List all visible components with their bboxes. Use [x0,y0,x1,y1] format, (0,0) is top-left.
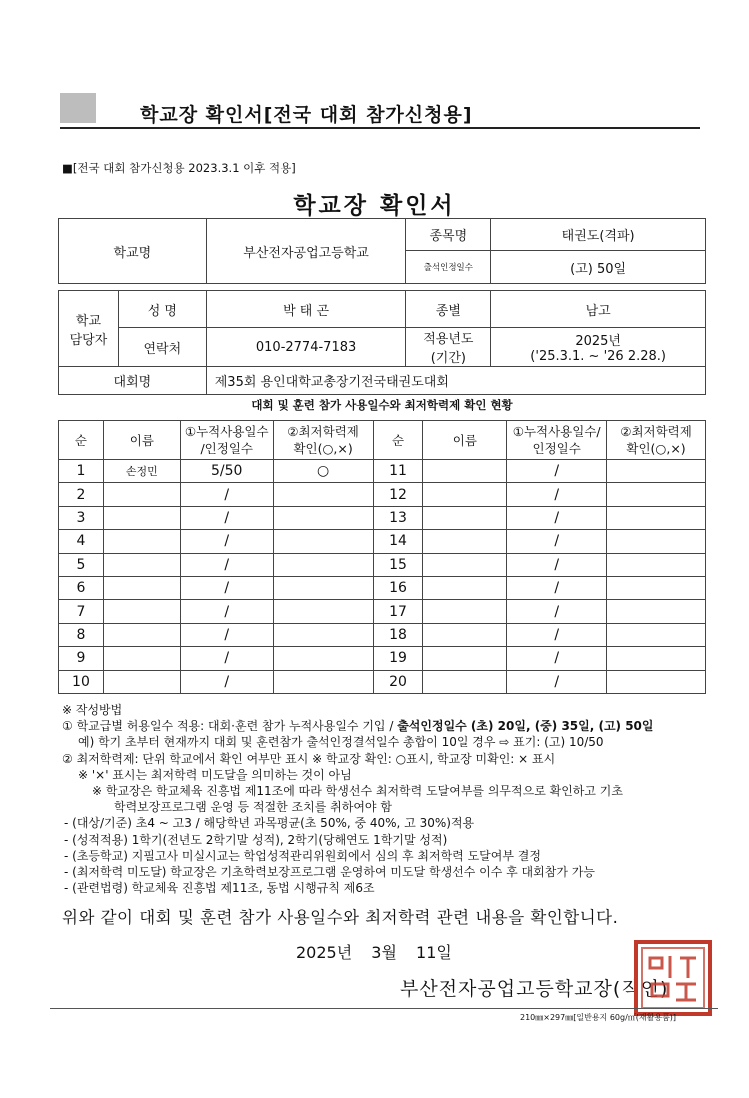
row-check [607,483,706,506]
manager-label: 학교 담당자 [59,291,119,367]
name-value: 박 태 곤 [206,291,406,328]
row-name [103,530,180,553]
table-row [59,506,706,529]
row-no: 7 [59,600,104,623]
row-check [273,670,373,693]
row-no: 15 [373,553,423,576]
school-value: 부산전자공업고등학교 [206,219,406,284]
row-days: / [507,576,607,599]
notes-heading: ※ 작성방법 [62,703,123,717]
year-value: 2025년 ('25.3.1. ~ '26 2.28.) [491,328,706,367]
row-days: 5/50 [180,460,273,483]
gender-value: 남고 [491,291,706,328]
row-check [273,576,373,599]
row-check [607,530,706,553]
paper-spec: 210㎜×297㎜[일반용지 60g/㎡(재활용품)] [520,1013,677,1022]
note-item-4: ※ 학교장은 학교체육 진흥법 제11조에 따라 학생선수 최저학력 도달여부를 의무적으로 확인하고 기초 [92,784,623,799]
row-no: 12 [373,483,423,506]
attendance-value: (고) 50일 [491,251,706,284]
contact-label: 연락처 [118,328,206,367]
row-name [423,670,507,693]
gender-label: 종별 [406,291,491,328]
note-detail-1: - (대상/기준) 초4 ~ 고3 / 해당학년 과목평균(초 50%, 중 40%, 고 30%)적용 [64,816,475,831]
row-check [273,647,373,670]
row-no: 2 [59,483,104,506]
confirm-statement: 위와 같이 대회 및 훈련 참가 사용일수와 최저학력 관련 내용을 확인합니다. [62,908,619,927]
header-days-right: ①누적사용일수/ 인정일수 [507,421,607,460]
row-no: 17 [373,600,423,623]
page-title: 학교장 확인서 [293,193,456,219]
row-no: 10 [59,670,104,693]
attendance-label: 출석인정일수 [406,251,491,284]
row-name [423,623,507,646]
header-no-left: 순 [59,421,104,460]
row-check [273,600,373,623]
row-no: 18 [373,623,423,646]
issue-date: 2025년 3월 11일 [296,943,452,962]
row-no: 3 [59,506,104,529]
row-days: / [180,623,273,646]
row-check [607,600,706,623]
event-value: 태권도(격파) [491,219,706,251]
note-item-4-cont: 학력보장프로그램 운영 등 적절한 조치를 취하여야 함 [114,800,392,815]
row-days: / [507,483,607,506]
seal-mark: (직인) [612,978,669,1000]
row-no: 16 [373,576,423,599]
instructions [62,702,717,896]
row-name [423,600,507,623]
row-days: / [507,460,607,483]
row-name [423,530,507,553]
row-no: 14 [373,530,423,553]
table-row [59,647,706,670]
row-name: 손정민 [103,460,180,483]
competition-value: 제35회 용인대학교총장기전국태권도대회 [206,367,705,395]
note-detail-5: - (관련법령) 학교체육 진흥법 제11조, 동법 시행규칙 제6조 [64,881,375,896]
table-row [59,483,706,506]
row-no: 11 [373,460,423,483]
official-seal-icon [630,938,716,1018]
row-days: / [180,600,273,623]
table-row [59,460,706,483]
table-row [59,670,706,693]
header-days-left: ①누적사용일수 /인정일수 [180,421,273,460]
row-check [607,506,706,529]
table-row [59,553,706,576]
row-name [103,576,180,599]
row-name [103,647,180,670]
header-name-left: 이름 [103,421,180,460]
banner-decoration [60,93,96,123]
row-check [607,553,706,576]
list-caption: 대회 및 훈련 참가 사용일수와 최저학력제 확인 현황 [251,398,513,412]
footer-divider [50,1008,718,1009]
row-name [423,506,507,529]
note-detail-2: - (성적적용) 1학기(전년도 2학기말 성적), 2학기(당해연도 1학기말 성적) [64,832,448,847]
row-check [607,670,706,693]
row-no: 8 [59,623,104,646]
info-table [58,218,706,395]
table-row [59,530,706,553]
applies-note: ■[전국 대회 참가신청용 2023.3.1 이후 적용] [62,161,296,175]
row-name [423,576,507,599]
signer [400,974,668,1001]
participant-rows [59,460,706,694]
row-name [103,623,180,646]
row-name [103,506,180,529]
row-no: 13 [373,506,423,529]
note-item-1-example: 예) 학기 초부터 현재까지 대회 및 훈련참가 출석인정결석일수 총합이 10일 경우 ⇨ 표기: (고) 10/50 [78,735,604,750]
table-row [59,600,706,623]
row-check [273,623,373,646]
row-no: 19 [373,647,423,670]
header-check-left: ②최저학력제 확인(○,×) [273,421,373,460]
banner-underline [60,127,700,129]
note-item-1: ① 학교급별 허용일수 적용: 대회·훈련 참가 누적사용일수 기입 / 출석인정일수 (초) 20일, (중) 35일, (고) 50일 [62,719,654,734]
row-days: / [507,647,607,670]
row-check [607,623,706,646]
event-label: 종목명 [406,219,491,251]
header-check-right: ②최저학력제 확인(○,×) [607,421,706,460]
row-days: / [180,647,273,670]
year-label: 적용년도 (기간) [406,328,491,367]
row-check [273,530,373,553]
signer-name: 부산전자공업고등학교장 [400,978,613,1000]
note-detail-4: - (최저학력 미도달) 학교장은 기초학력보장프로그램 운영하여 미도달 학생선수 이수 후 대회참가 가능 [64,865,595,880]
banner-title: 학교장 확인서[전국 대회 참가신청용] [140,104,473,126]
row-check [273,553,373,576]
row-name [103,600,180,623]
row-check [607,576,706,599]
table-row [59,623,706,646]
row-check [273,506,373,529]
row-name [103,483,180,506]
row-days: / [507,553,607,576]
competition-label: 대회명 [59,367,207,395]
participant-table [58,420,706,694]
row-days: / [180,530,273,553]
row-days: / [507,600,607,623]
row-name [423,553,507,576]
row-days: / [507,506,607,529]
row-days: / [180,553,273,576]
name-label: 성 명 [118,291,206,328]
note-item-3: ※ '×' 표시는 최저학력 미도달을 의미하는 것이 아님 [78,767,352,782]
row-name [103,553,180,576]
row-check [273,483,373,506]
row-days: / [180,576,273,599]
table-row [59,576,706,599]
row-days: / [507,530,607,553]
school-label: 학교명 [59,219,207,284]
row-check [607,460,706,483]
row-no: 5 [59,553,104,576]
row-no: 1 [59,460,104,483]
row-days: / [180,483,273,506]
row-check [607,647,706,670]
row-no: 9 [59,647,104,670]
row-no: 6 [59,576,104,599]
row-days: / [507,670,607,693]
row-days: / [180,506,273,529]
contact-value: 010-2774-7183 [206,328,406,367]
row-name [423,647,507,670]
row-name [423,460,507,483]
row-name [423,483,507,506]
header-no-right: 순 [373,421,423,460]
note-detail-3: - (초등학교) 지필고사 미실시교는 학업성적관리위원회에서 심의 후 최저학력 도달여부 결정 [64,848,541,863]
row-days: / [180,670,273,693]
note-item-2: ② 최저학력제: 단위 학교에서 확인 여부만 표시 ※ 학교장 확인: ○표시, 학교장 미확인: × 표시 [62,751,556,766]
row-name [103,670,180,693]
row-days: / [507,623,607,646]
row-check: ○ [273,460,373,483]
header-name-right: 이름 [423,421,507,460]
row-no: 4 [59,530,104,553]
row-no: 20 [373,670,423,693]
